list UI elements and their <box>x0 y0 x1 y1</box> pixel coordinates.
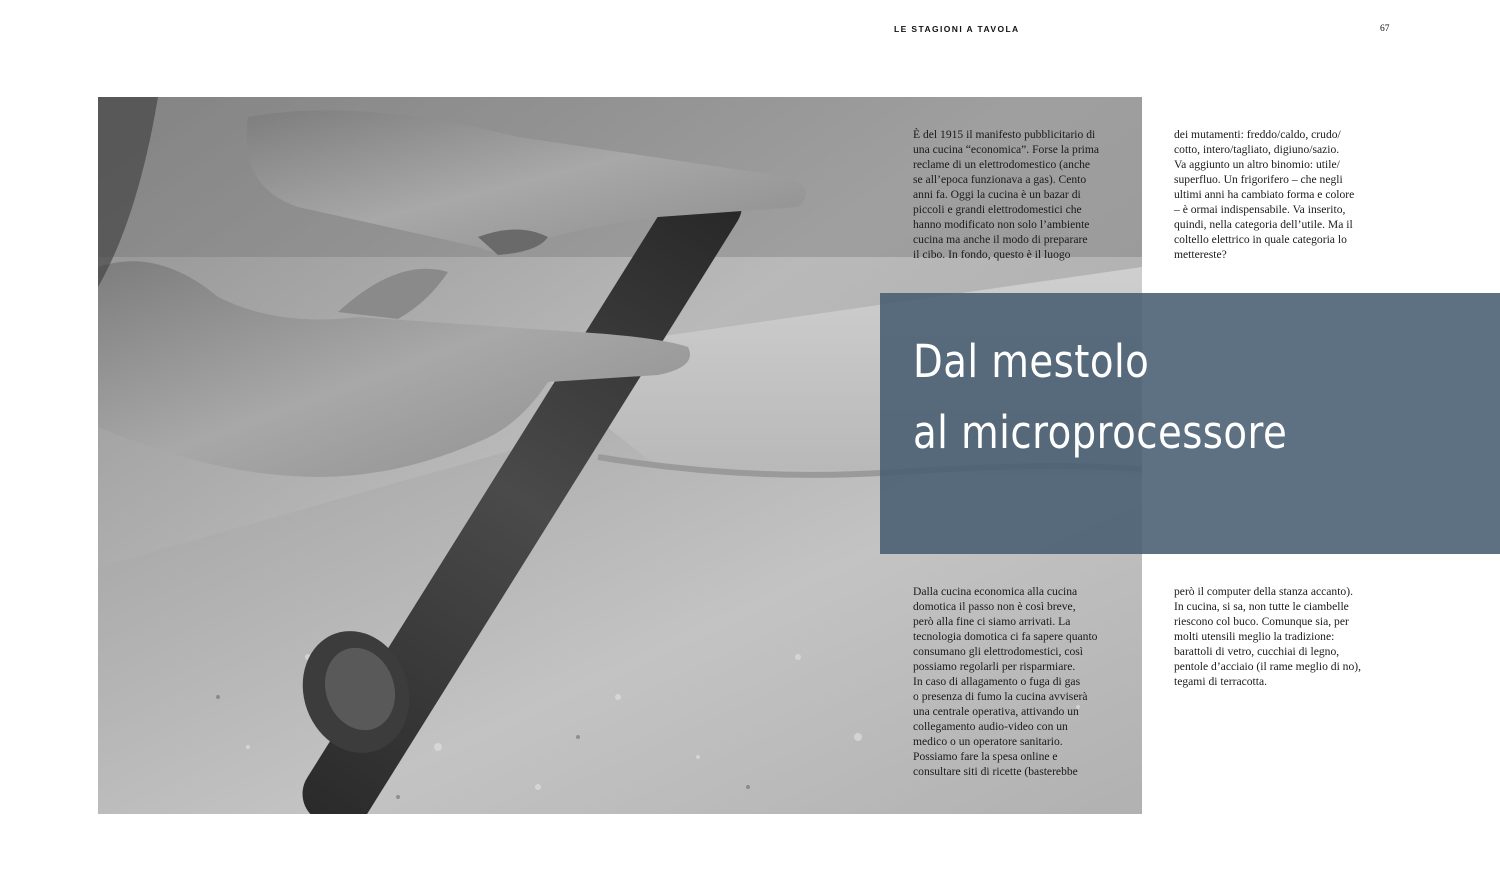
text-line: anni fa. Oggi la cucina è un bazar di <box>913 188 1081 201</box>
text-line: molti utensili meglio la tradizione: <box>1174 630 1335 643</box>
text-line: quindi, nella categoria dell’utile. Ma il <box>1174 218 1353 231</box>
text-line: – è ormai indispensabile. Va inserito, <box>1174 203 1346 216</box>
text-line: Va aggiunto un altro binomio: utile/ <box>1174 158 1340 171</box>
text-line: È del 1915 il manifesto pubblicitario di <box>913 128 1096 141</box>
page-number: 67 <box>1380 24 1390 34</box>
text-line: coltello elettrico in quale categoria lo <box>1174 233 1347 246</box>
text-line: Possiamo fare la spesa online e <box>913 750 1058 763</box>
text-line: reclame di un elettrodomestico (anche <box>913 158 1091 171</box>
text-line: possiamo regolarli per risparmiare. <box>913 660 1076 673</box>
text-line: però alla fine ci siamo arrivati. La <box>913 615 1071 628</box>
text-column-top-left <box>913 127 1099 262</box>
text-line: o presenza di fumo la cucina avviserà <box>913 690 1088 703</box>
text-line: riescono col buco. Comunque sia, per <box>1174 615 1349 628</box>
text-line: consumano gli elettrodomestici, così <box>913 645 1084 658</box>
text-line: tegami di terracotta. <box>1174 675 1268 688</box>
text-line: cucina ma anche il modo di preparare <box>913 233 1088 246</box>
text-line: In cucina, si sa, non tutte le ciambelle <box>1174 600 1349 613</box>
text-line: il cibo. In fondo, questo è il luogo <box>913 248 1071 261</box>
text-column-bottom-left <box>913 584 1097 779</box>
text-line: se all’epoca funzionava a gas). Cento <box>913 173 1087 186</box>
text-line: superfluo. Un frigorifero – che negli <box>1174 173 1343 186</box>
text-line: medico o un operatore sanitario. <box>913 735 1063 748</box>
text-line: tecnologia domotica ci fa sapere quanto <box>913 630 1098 643</box>
text-line: mettereste? <box>1174 248 1227 261</box>
text-line: domotica il passo non è così breve, <box>913 600 1076 613</box>
text-line: hanno modificato non solo l’ambiente <box>913 218 1090 231</box>
text-line: piccoli e grandi elettrodomestici che <box>913 203 1082 216</box>
text-line: Dalla cucina economica alla cucina <box>913 585 1078 598</box>
text-line: collegamento audio-video con un <box>913 720 1068 733</box>
text-line: però il computer della stanza accanto). <box>1174 585 1353 598</box>
text-line: dei mutamenti: freddo/caldo, crudo/ <box>1174 128 1341 141</box>
text-line: cotto, intero/tagliato, digiuno/sazio. <box>1174 143 1340 156</box>
running-header: LE STAGIONI A TAVOLA <box>894 24 1020 34</box>
title-band <box>880 293 1500 554</box>
text-column-top-right <box>1174 127 1354 262</box>
text-column-bottom-right <box>1174 584 1361 689</box>
text-line: consultare siti di ricette (basterebbe <box>913 765 1078 778</box>
text-line: una cucina “economica”. Forse la prima <box>913 143 1100 156</box>
text-line: ultimi anni ha cambiato forma e colore <box>1174 188 1355 201</box>
text-line: pentole d’acciaio (il rame meglio di no), <box>1174 660 1362 673</box>
article-title-line-2: al microprocessore <box>913 406 1288 459</box>
text-line: In caso di allagamento o fuga di gas <box>913 675 1081 688</box>
text-line: una centrale operativa, attivando un <box>913 705 1079 718</box>
article-title-line-1: Dal mestolo <box>913 335 1150 388</box>
text-line: barattoli di vetro, cucchiai di legno, <box>1174 645 1340 658</box>
